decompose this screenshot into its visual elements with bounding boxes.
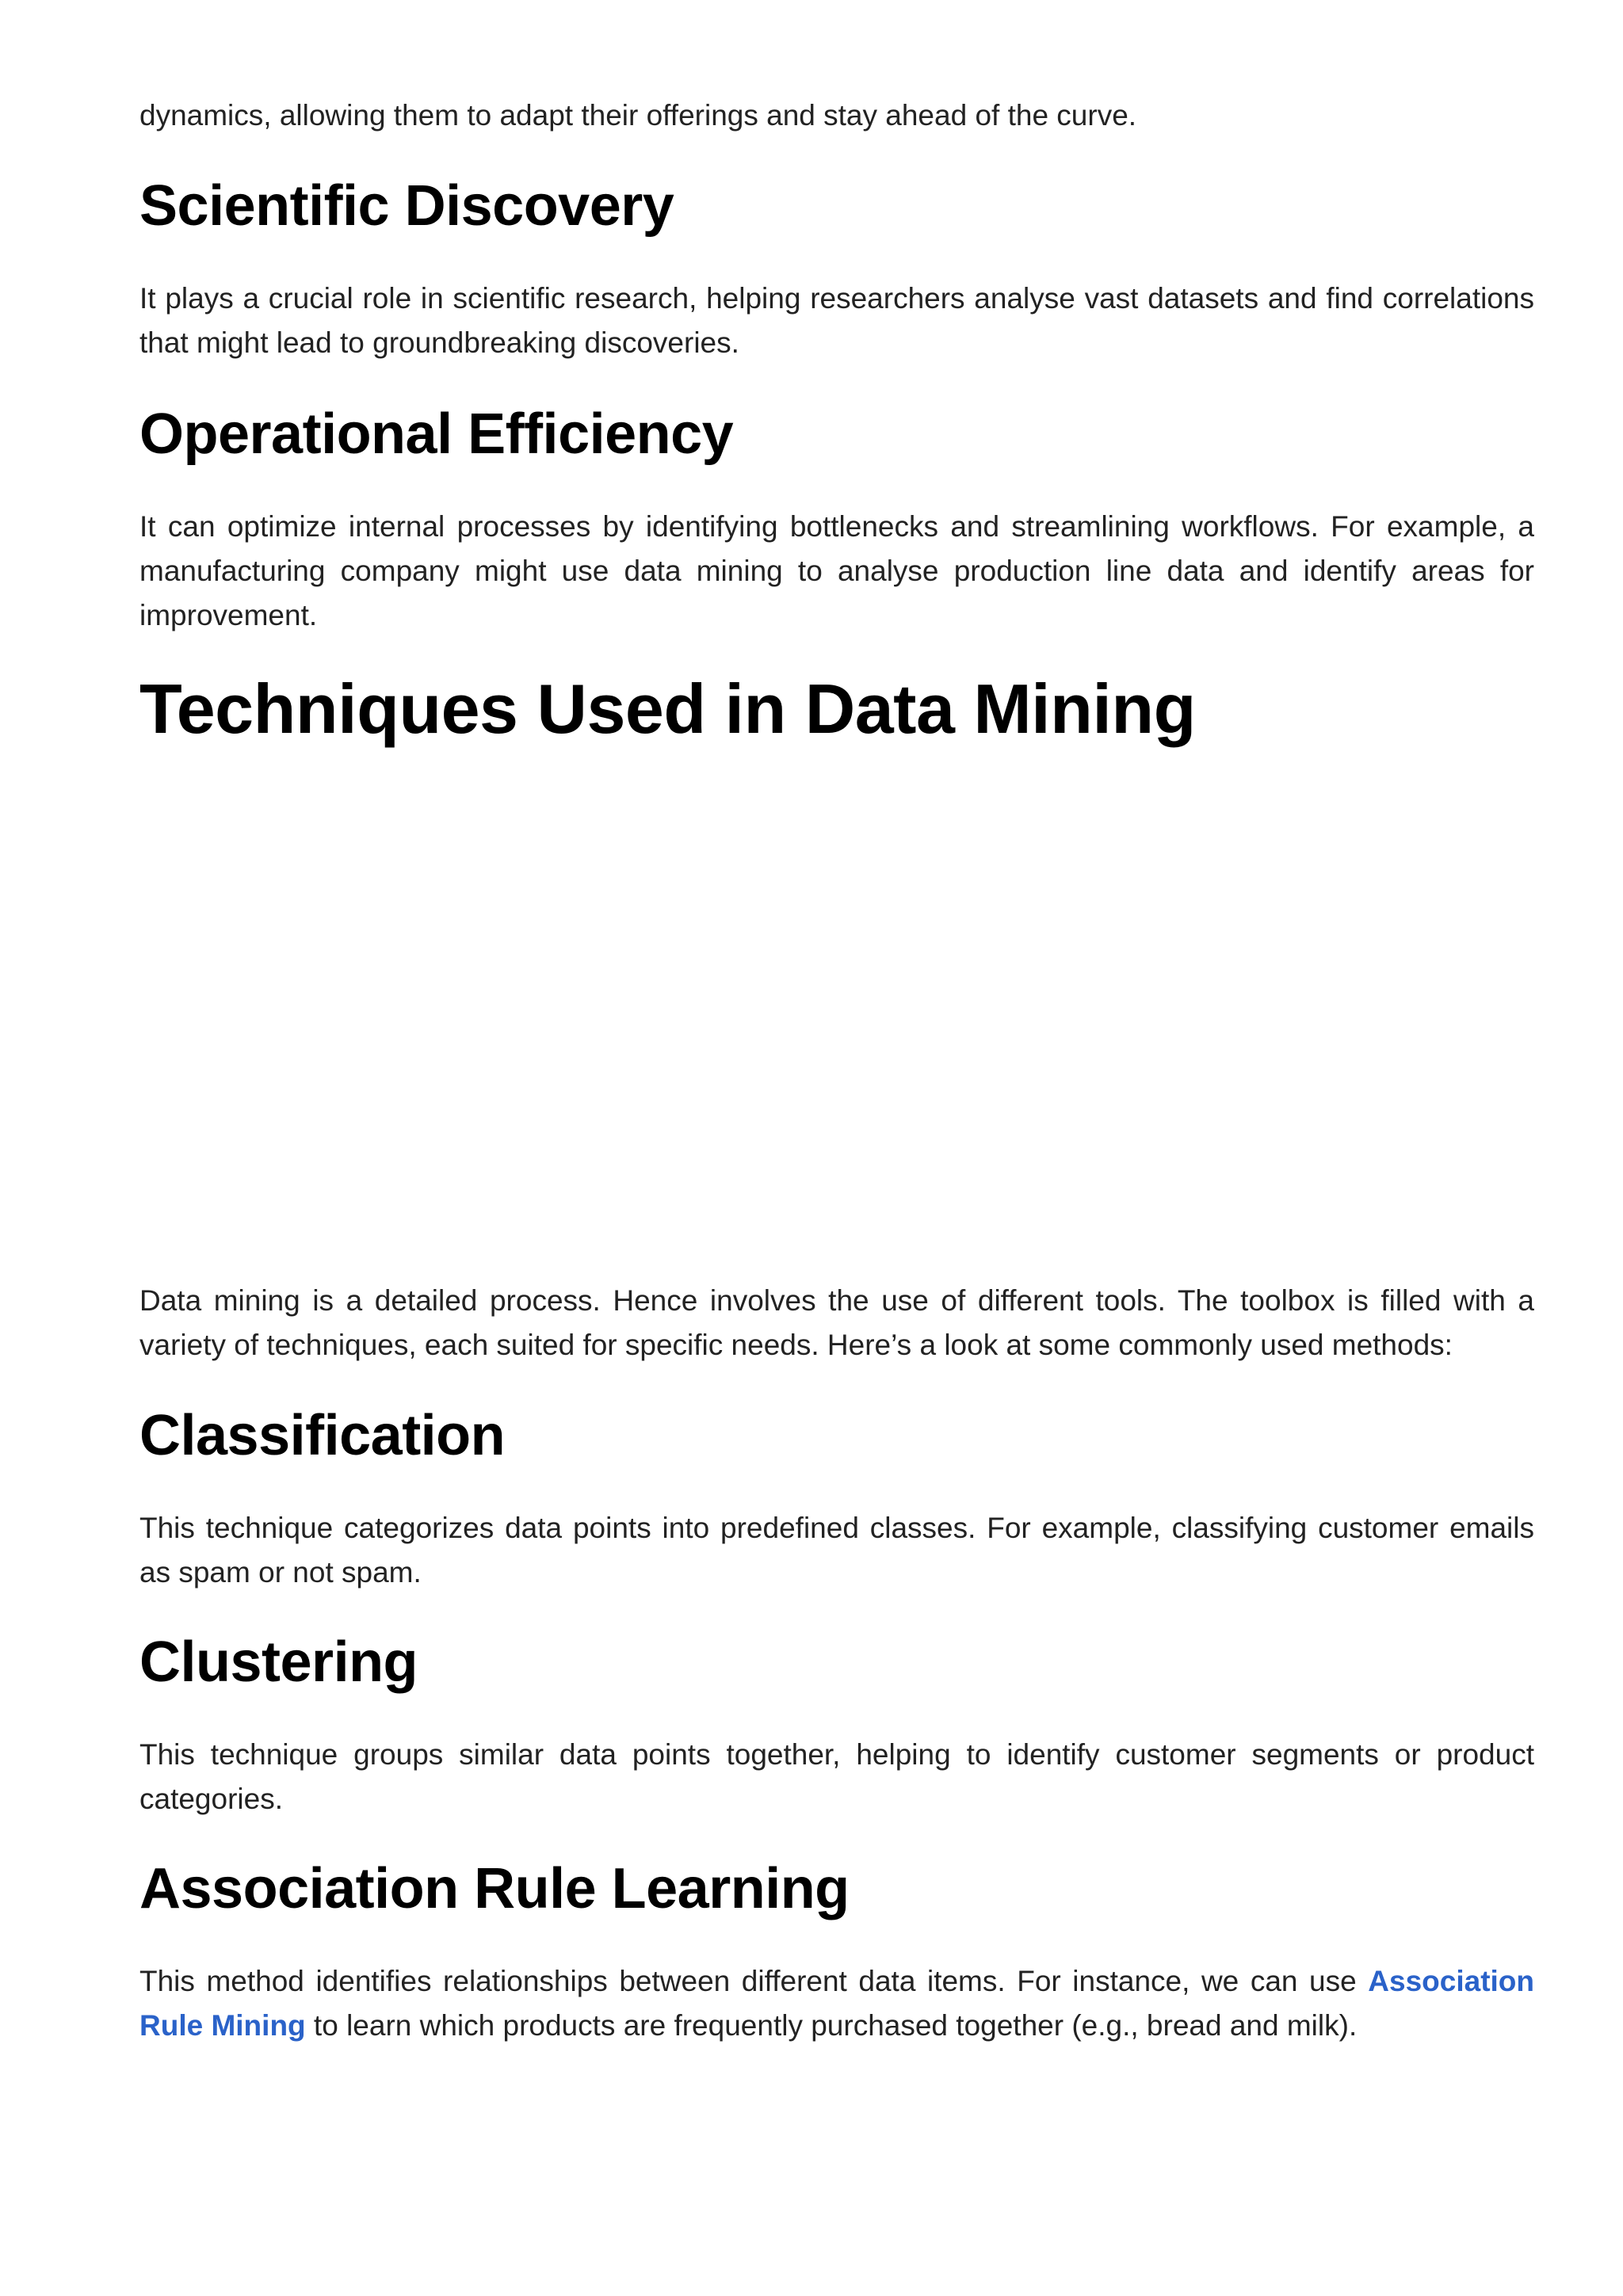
paragraph-classification: This technique categorizes data points into predefined classes. For example, classifying customer emails as spam or not spam. (139, 1512, 1534, 1589)
intro-tail-paragraph: dynamics, allowing them to adapt their offerings and stay ahead of the curve. (139, 99, 1137, 132)
paragraph-scientific-discovery: It plays a crucial role in scientific research, helping researchers analyse vast datasets and find correlations that might lead to groundbreaking discoveries. (139, 282, 1534, 359)
heading-operational-efficiency: Operational Efficiency (139, 402, 734, 466)
image-placeholder (139, 769, 1534, 1268)
paragraph-text-before-link: This method identifies relationships between different data items. For instance, we can use (139, 1965, 1369, 1997)
paragraph-clustering: This technique groups similar data points together, helping to identify customer segments or product categories. (139, 1738, 1534, 1815)
paragraph-operational-efficiency: It can optimize internal processes by identifying bottlenecks and streamlining workflows. For example, a manufacturing company might use data mining to analyse production line data and identify areas for improvement. (139, 510, 1534, 631)
heading-techniques-used: Techniques Used in Data Mining (139, 669, 1196, 748)
paragraph-association-rule-learning (139, 1959, 1534, 2048)
association-rule-mining-link[interactable]: Association Rule Mining (139, 1965, 1534, 2042)
heading-classification: Classification (139, 1404, 506, 1467)
paragraph-techniques-intro: Data mining is a detailed process. Hence involves the use of different tools. The toolbox is filled with a variety of techniques, each suited for specific needs. Here’s a look at some commonly used methods: (139, 1284, 1534, 1361)
heading-clustering: Clustering (139, 1630, 418, 1694)
paragraph-text-after-link: to learn which products are frequently purchased together (e.g., bread and milk). (305, 2009, 1358, 2042)
heading-scientific-discovery: Scientific Discovery (139, 174, 674, 238)
heading-association-rule-learning: Association Rule Learning (139, 1857, 850, 1920)
